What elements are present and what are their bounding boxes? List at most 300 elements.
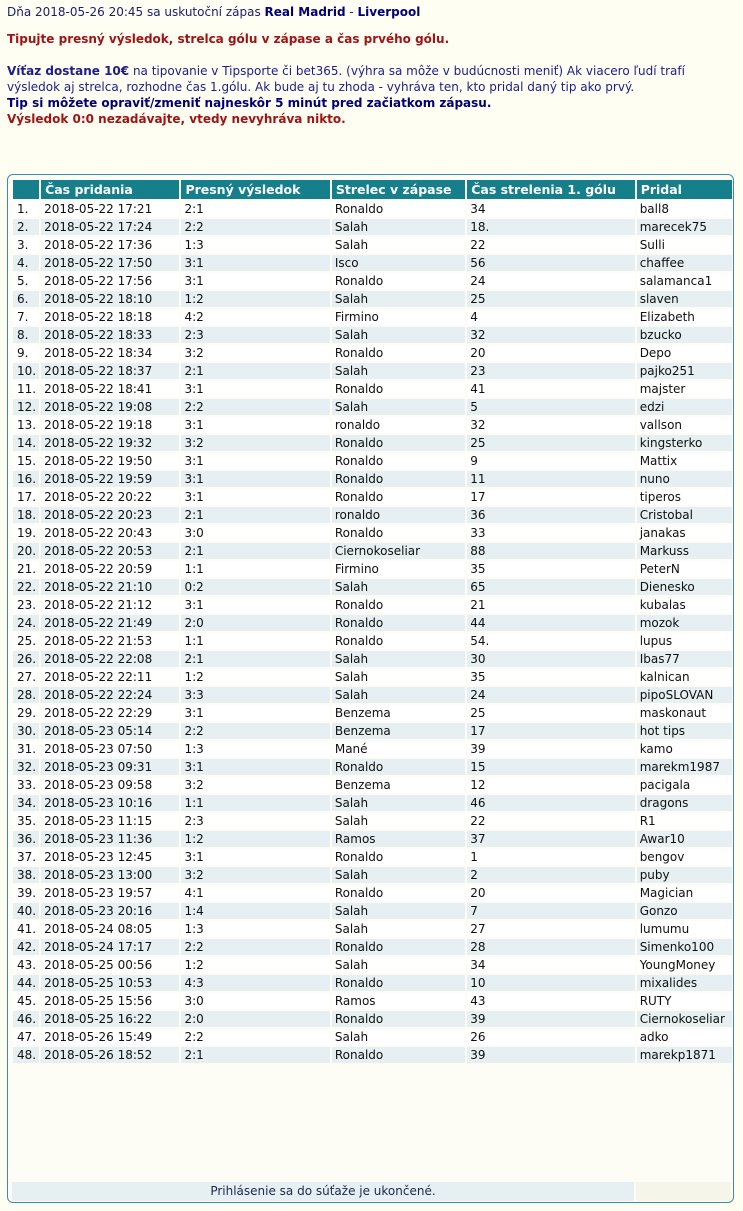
first-goal-time-cell: 46	[467, 795, 634, 811]
row-index-cell: 35.	[13, 813, 39, 829]
first-goal-time-cell: 41	[467, 381, 634, 397]
first-goal-time-cell: 35	[467, 561, 634, 577]
added-by-cell: mixalides	[637, 975, 732, 991]
added-by-cell: Mattix	[637, 453, 732, 469]
added-by-cell: Simenko100	[637, 939, 732, 955]
footer-filler	[636, 1182, 731, 1201]
exact-score-cell: 2:2	[181, 1029, 329, 1045]
exact-score-cell: 3:1	[181, 453, 329, 469]
table-row	[13, 669, 732, 685]
instructions-heading: Tipujte presný výsledok, strelca gólu v zápase a čas prvého gólu.	[7, 32, 450, 46]
first-goal-time-cell: 20	[467, 885, 634, 901]
first-goal-time-cell: 37	[467, 831, 634, 847]
first-goal-time-cell: 22	[467, 813, 634, 829]
added-by-cell: lumumu	[637, 921, 732, 937]
table-row	[13, 363, 732, 379]
table-row	[13, 327, 732, 343]
first-goal-time-cell: 11	[467, 471, 634, 487]
row-index-cell: 29.	[13, 705, 39, 721]
col-goal-time-header: Čas strelenia 1. gólu	[467, 180, 634, 199]
exact-score-cell: 1:2	[181, 957, 329, 973]
first-goal-time-cell: 33	[467, 525, 634, 541]
table-row	[13, 777, 732, 793]
intro	[7, 4, 737, 127]
added-by-cell: Magician	[637, 885, 732, 901]
time-added-cell: 2018-05-23 20:16	[41, 903, 179, 919]
time-added-cell: 2018-05-23 09:58	[41, 777, 179, 793]
scorer-cell: Salah	[332, 669, 465, 685]
home-team: Real Madrid	[264, 5, 346, 19]
table-row	[13, 453, 732, 469]
spacer	[7, 20, 737, 31]
time-added-cell: 2018-05-22 18:18	[41, 309, 179, 325]
first-goal-time-cell: 17	[467, 723, 634, 739]
time-added-cell: 2018-05-24 08:05	[41, 921, 179, 937]
time-added-cell: 2018-05-23 05:14	[41, 723, 179, 739]
row-index-cell: 28.	[13, 687, 39, 703]
row-index-cell: 18.	[13, 507, 39, 523]
first-goal-time-cell: 7	[467, 903, 634, 919]
row-index-cell: 21.	[13, 561, 39, 577]
table-row	[13, 957, 732, 973]
scorer-cell: Salah	[332, 219, 465, 235]
added-by-cell: marekp1871	[637, 1047, 732, 1063]
scorer-cell: Ronaldo	[332, 1047, 465, 1063]
added-by-cell: salamanca1	[637, 273, 732, 289]
row-index-cell: 25.	[13, 633, 39, 649]
table-row	[13, 381, 732, 397]
row-index-cell: 32.	[13, 759, 39, 775]
row-index-cell: 4.	[13, 255, 39, 271]
first-goal-time-cell: 56	[467, 255, 634, 271]
exact-score-cell: 2:2	[181, 939, 329, 955]
row-index-cell: 42.	[13, 939, 39, 955]
exact-score-cell: 2:1	[181, 543, 329, 559]
scorer-cell: Salah	[332, 327, 465, 343]
prize-rules: na tipovanie v Tipsporte či bet365. (výhra sa môže v budúcnosti meniť) Ak viacero ľudí trafí výsledok aj strelca, rozhodne čas 1.gólu. Ak bude aj tu zhoda - vyhráva ten, kto pridal daný tip ako prvý.	[7, 64, 685, 94]
first-goal-time-cell: 43	[467, 993, 634, 1009]
exact-score-cell: 3:1	[181, 381, 329, 397]
first-goal-time-cell: 39	[467, 741, 634, 757]
time-added-cell: 2018-05-22 17:21	[41, 201, 179, 217]
row-index-cell: 38.	[13, 867, 39, 883]
scorer-cell: Salah	[332, 903, 465, 919]
scorer-cell: Salah	[332, 687, 465, 703]
exact-score-cell: 3:0	[181, 525, 329, 541]
scorer-cell: Salah	[332, 399, 465, 415]
scorer-cell: Ronaldo	[332, 345, 465, 361]
first-goal-time-cell: 18.	[467, 219, 634, 235]
scorer-cell: Firmino	[332, 561, 465, 577]
time-added-cell: 2018-05-22 18:34	[41, 345, 179, 361]
scorer-cell: Ronaldo	[332, 633, 465, 649]
tips-table	[11, 178, 734, 1065]
first-goal-time-cell: 32	[467, 417, 634, 433]
row-index-cell: 17.	[13, 489, 39, 505]
table-row	[13, 975, 732, 991]
table-row	[13, 651, 732, 667]
table-row	[13, 579, 732, 595]
row-index-cell: 20.	[13, 543, 39, 559]
exact-score-cell: 1:3	[181, 741, 329, 757]
row-index-cell: 10.	[13, 363, 39, 379]
first-goal-time-cell: 25	[467, 705, 634, 721]
time-added-cell: 2018-05-23 11:15	[41, 813, 179, 829]
added-by-cell: kalnican	[637, 669, 732, 685]
registration-closed-message: Prihlásenie sa do súťaže je ukončené.	[12, 1182, 634, 1201]
added-by-cell: kubalas	[637, 597, 732, 613]
time-added-cell: 2018-05-22 20:53	[41, 543, 179, 559]
scorer-cell: Ciernokoseliar	[332, 543, 465, 559]
added-by-cell: PeterN	[637, 561, 732, 577]
first-goal-time-cell: 44	[467, 615, 634, 631]
time-added-cell: 2018-05-26 15:49	[41, 1029, 179, 1045]
added-by-cell: nuno	[637, 471, 732, 487]
time-added-cell: 2018-05-22 20:22	[41, 489, 179, 505]
added-by-cell: Ibas77	[637, 651, 732, 667]
row-index-cell: 27.	[13, 669, 39, 685]
row-index-cell: 19.	[13, 525, 39, 541]
first-goal-time-cell: 22	[467, 237, 634, 253]
time-added-cell: 2018-05-23 13:00	[41, 867, 179, 883]
table-row	[13, 705, 732, 721]
exact-score-cell: 1:1	[181, 795, 329, 811]
scorer-cell: Benzema	[332, 777, 465, 793]
added-by-cell: lupus	[637, 633, 732, 649]
table-row	[13, 219, 732, 235]
exact-score-cell: 1:2	[181, 669, 329, 685]
first-goal-time-cell: 39	[467, 1011, 634, 1027]
time-added-cell: 2018-05-22 22:11	[41, 669, 179, 685]
scorer-cell: Ramos	[332, 993, 465, 1009]
added-by-cell: adko	[637, 1029, 732, 1045]
first-goal-time-cell: 34	[467, 201, 634, 217]
away-team: Liverpool	[357, 5, 421, 19]
scorer-cell: Ronaldo	[332, 525, 465, 541]
exact-score-cell: 1:4	[181, 903, 329, 919]
first-goal-time-cell: 24	[467, 273, 634, 289]
scorer-cell: Ronaldo	[332, 435, 465, 451]
added-by-cell: ball8	[637, 201, 732, 217]
first-goal-time-cell: 30	[467, 651, 634, 667]
time-added-cell: 2018-05-22 21:12	[41, 597, 179, 613]
row-index-cell: 46.	[13, 1011, 39, 1027]
scorer-cell: Salah	[332, 579, 465, 595]
scorer-cell: Ronaldo	[332, 1011, 465, 1027]
scorer-cell: Ronaldo	[332, 453, 465, 469]
table-row	[13, 849, 732, 865]
added-by-cell: kingsterko	[637, 435, 732, 451]
scorer-cell: Mané	[332, 741, 465, 757]
scorer-cell: Salah	[332, 1029, 465, 1045]
added-by-cell: Dienesko	[637, 579, 732, 595]
col-index-header	[13, 180, 39, 199]
table-row	[13, 525, 732, 541]
exact-score-cell: 3:1	[181, 489, 329, 505]
time-added-cell: 2018-05-22 19:08	[41, 399, 179, 415]
exact-score-cell: 1:3	[181, 237, 329, 253]
time-added-cell: 2018-05-23 19:57	[41, 885, 179, 901]
exact-score-cell: 3:1	[181, 417, 329, 433]
prize-text	[7, 63, 737, 95]
first-goal-time-cell: 35	[467, 669, 634, 685]
time-added-cell: 2018-05-22 17:36	[41, 237, 179, 253]
time-added-cell: 2018-05-23 11:36	[41, 831, 179, 847]
exact-score-cell: 3:2	[181, 435, 329, 451]
table-row	[13, 1029, 732, 1045]
exact-score-cell: 2:0	[181, 1011, 329, 1027]
exact-score-cell: 2:1	[181, 507, 329, 523]
scorer-cell: Ronaldo	[332, 201, 465, 217]
row-index-cell: 43.	[13, 957, 39, 973]
row-index-cell: 1.	[13, 201, 39, 217]
exact-score-cell: 1:2	[181, 291, 329, 307]
exact-score-cell: 3:1	[181, 471, 329, 487]
table-row	[13, 723, 732, 739]
first-goal-time-cell: 17	[467, 489, 634, 505]
table-row	[13, 417, 732, 433]
scorer-cell: Ronaldo	[332, 975, 465, 991]
exact-score-cell: 3:1	[181, 597, 329, 613]
prize-bold: Víťaz dostane 10€	[7, 64, 130, 78]
added-by-cell: edzi	[637, 399, 732, 415]
first-goal-time-cell: 39	[467, 1047, 634, 1063]
scorer-cell: Ronaldo	[332, 939, 465, 955]
exact-score-cell: 4:3	[181, 975, 329, 991]
tips-panel	[7, 174, 734, 1203]
scorer-cell: Salah	[332, 795, 465, 811]
exact-score-cell: 1:1	[181, 633, 329, 649]
added-by-cell: Gonzo	[637, 903, 732, 919]
time-added-cell: 2018-05-22 17:50	[41, 255, 179, 271]
added-by-cell: mozok	[637, 615, 732, 631]
scorer-cell: ronaldo	[332, 507, 465, 523]
scorer-cell: Ronaldo	[332, 273, 465, 289]
scorer-cell: Ronaldo	[332, 471, 465, 487]
exact-score-cell: 1:1	[181, 561, 329, 577]
table-row	[13, 993, 732, 1009]
scorer-cell: Ronaldo	[332, 885, 465, 901]
scorer-cell: Ronaldo	[332, 615, 465, 631]
row-index-cell: 3.	[13, 237, 39, 253]
added-by-cell: Cristobal	[637, 507, 732, 523]
row-index-cell: 31.	[13, 741, 39, 757]
added-by-cell: vallson	[637, 417, 732, 433]
table-row	[13, 345, 732, 361]
table-row	[13, 831, 732, 847]
scorer-cell: Salah	[332, 363, 465, 379]
time-added-cell: 2018-05-22 19:59	[41, 471, 179, 487]
table-row	[13, 597, 732, 613]
exact-score-cell: 3:1	[181, 255, 329, 271]
tips-body	[13, 201, 732, 1063]
time-added-cell: 2018-05-24 17:17	[41, 939, 179, 955]
added-by-cell: kamo	[637, 741, 732, 757]
added-by-cell: tiperos	[637, 489, 732, 505]
table-row	[13, 867, 732, 883]
added-by-cell: Depo	[637, 345, 732, 361]
scorer-cell: Ronaldo	[332, 759, 465, 775]
change-deadline-text: Tip si môžete opraviť/zmeniť najneskôr 5 minút pred začiatkom zápasu.	[7, 96, 492, 110]
added-by-cell: hot tips	[637, 723, 732, 739]
exact-score-cell: 2:1	[181, 363, 329, 379]
first-goal-time-cell: 21	[467, 597, 634, 613]
added-by-cell: puby	[637, 867, 732, 883]
table-row	[13, 291, 732, 307]
time-added-cell: 2018-05-22 20:43	[41, 525, 179, 541]
exact-score-cell: 3:1	[181, 705, 329, 721]
table-row	[13, 615, 732, 631]
scorer-cell: Salah	[332, 867, 465, 883]
row-index-cell: 13.	[13, 417, 39, 433]
first-goal-time-cell: 20	[467, 345, 634, 361]
table-row	[13, 759, 732, 775]
table-row	[13, 741, 732, 757]
added-by-cell: Markuss	[637, 543, 732, 559]
exact-score-cell: 1:2	[181, 831, 329, 847]
row-index-cell: 33.	[13, 777, 39, 793]
scorer-cell: Ronaldo	[332, 381, 465, 397]
row-index-cell: 48.	[13, 1047, 39, 1063]
exact-score-cell: 2:0	[181, 615, 329, 631]
row-index-cell: 22.	[13, 579, 39, 595]
table-row	[13, 885, 732, 901]
exact-score-cell: 2:1	[181, 1047, 329, 1063]
row-index-cell: 16.	[13, 471, 39, 487]
exact-score-cell: 2:2	[181, 219, 329, 235]
row-index-cell: 12.	[13, 399, 39, 415]
exact-score-cell: 0:2	[181, 579, 329, 595]
exact-score-cell: 3:1	[181, 759, 329, 775]
exact-score-cell: 4:2	[181, 309, 329, 325]
table-row	[13, 435, 732, 451]
time-added-cell: 2018-05-23 07:50	[41, 741, 179, 757]
scorer-cell: Ramos	[332, 831, 465, 847]
table-row	[13, 561, 732, 577]
row-index-cell: 14.	[13, 435, 39, 451]
row-index-cell: 34.	[13, 795, 39, 811]
first-goal-time-cell: 32	[467, 327, 634, 343]
added-by-cell: R1	[637, 813, 732, 829]
added-by-cell: Awar10	[637, 831, 732, 847]
first-goal-time-cell: 15	[467, 759, 634, 775]
row-index-cell: 5.	[13, 273, 39, 289]
added-by-cell: janakas	[637, 525, 732, 541]
added-by-cell: Ciernokoseliar	[637, 1011, 732, 1027]
time-added-cell: 2018-05-22 22:29	[41, 705, 179, 721]
row-index-cell: 39.	[13, 885, 39, 901]
time-added-cell: 2018-05-22 17:24	[41, 219, 179, 235]
table-row	[13, 1011, 732, 1027]
scorer-cell: Ronaldo	[332, 597, 465, 613]
exact-score-cell: 3:2	[181, 867, 329, 883]
exact-score-cell: 3:2	[181, 345, 329, 361]
added-by-cell: YoungMoney	[637, 957, 732, 973]
table-row	[13, 255, 732, 271]
table-row	[13, 687, 732, 703]
time-added-cell: 2018-05-22 21:10	[41, 579, 179, 595]
scorer-cell: Isco	[332, 255, 465, 271]
match-line	[7, 4, 737, 20]
time-added-cell: 2018-05-22 17:56	[41, 273, 179, 289]
first-goal-time-cell: 54.	[467, 633, 634, 649]
time-added-cell: 2018-05-22 22:08	[41, 651, 179, 667]
scorer-cell: Salah	[332, 921, 465, 937]
added-by-cell: marecek75	[637, 219, 732, 235]
col-score-header: Presný výsledok	[181, 180, 329, 199]
no-draw-text: Výsledok 0:0 nezadávajte, vtedy nevyhráva nikto.	[7, 112, 346, 126]
scorer-cell: Salah	[332, 813, 465, 829]
table-row	[13, 471, 732, 487]
exact-score-cell: 4:1	[181, 885, 329, 901]
table-row	[13, 201, 732, 217]
time-added-cell: 2018-05-22 19:50	[41, 453, 179, 469]
row-index-cell: 36.	[13, 831, 39, 847]
time-added-cell: 2018-05-25 00:56	[41, 957, 179, 973]
exact-score-cell: 2:1	[181, 651, 329, 667]
time-added-cell: 2018-05-25 15:56	[41, 993, 179, 1009]
table-row	[13, 939, 732, 955]
time-added-cell: 2018-05-26 18:52	[41, 1047, 179, 1063]
first-goal-time-cell: 25	[467, 435, 634, 451]
scorer-cell: Ronaldo	[332, 489, 465, 505]
first-goal-time-cell: 10	[467, 975, 634, 991]
added-by-cell: majster	[637, 381, 732, 397]
table-row	[13, 921, 732, 937]
exact-score-cell: 3:1	[181, 849, 329, 865]
row-index-cell: 8.	[13, 327, 39, 343]
scorer-cell: Salah	[332, 651, 465, 667]
time-added-cell: 2018-05-22 18:41	[41, 381, 179, 397]
table-row	[13, 309, 732, 325]
col-scorer-header: Strelec v zápase	[332, 180, 465, 199]
time-added-cell: 2018-05-25 16:22	[41, 1011, 179, 1027]
added-by-cell: pajko251	[637, 363, 732, 379]
time-added-cell: 2018-05-22 19:18	[41, 417, 179, 433]
added-by-cell: marekm1987	[637, 759, 732, 775]
table-row	[13, 903, 732, 919]
scorer-cell: Salah	[332, 957, 465, 973]
exact-score-cell: 2:2	[181, 399, 329, 415]
exact-score-cell: 3:2	[181, 777, 329, 793]
exact-score-cell: 3:3	[181, 687, 329, 703]
scorer-cell: Ronaldo	[332, 849, 465, 865]
row-index-cell: 47.	[13, 1029, 39, 1045]
time-added-cell: 2018-05-22 18:37	[41, 363, 179, 379]
first-goal-time-cell: 27	[467, 921, 634, 937]
time-added-cell: 2018-05-23 10:16	[41, 795, 179, 811]
row-index-cell: 37.	[13, 849, 39, 865]
time-added-cell: 2018-05-22 21:53	[41, 633, 179, 649]
row-index-cell: 11.	[13, 381, 39, 397]
first-goal-time-cell: 2	[467, 867, 634, 883]
added-by-cell: slaven	[637, 291, 732, 307]
first-goal-time-cell: 36	[467, 507, 634, 523]
exact-score-cell: 2:1	[181, 201, 329, 217]
first-goal-time-cell: 34	[467, 957, 634, 973]
tips-header-row	[13, 180, 732, 199]
first-goal-time-cell: 65	[467, 579, 634, 595]
added-by-cell: pipoSLOVAN	[637, 687, 732, 703]
time-added-cell: 2018-05-23 09:31	[41, 759, 179, 775]
scorer-cell: Firmino	[332, 309, 465, 325]
table-row	[13, 237, 732, 253]
first-goal-time-cell: 1	[467, 849, 634, 865]
first-goal-time-cell: 4	[467, 309, 634, 325]
time-added-cell: 2018-05-23 12:45	[41, 849, 179, 865]
added-by-cell: Elizabeth	[637, 309, 732, 325]
table-row	[13, 489, 732, 505]
